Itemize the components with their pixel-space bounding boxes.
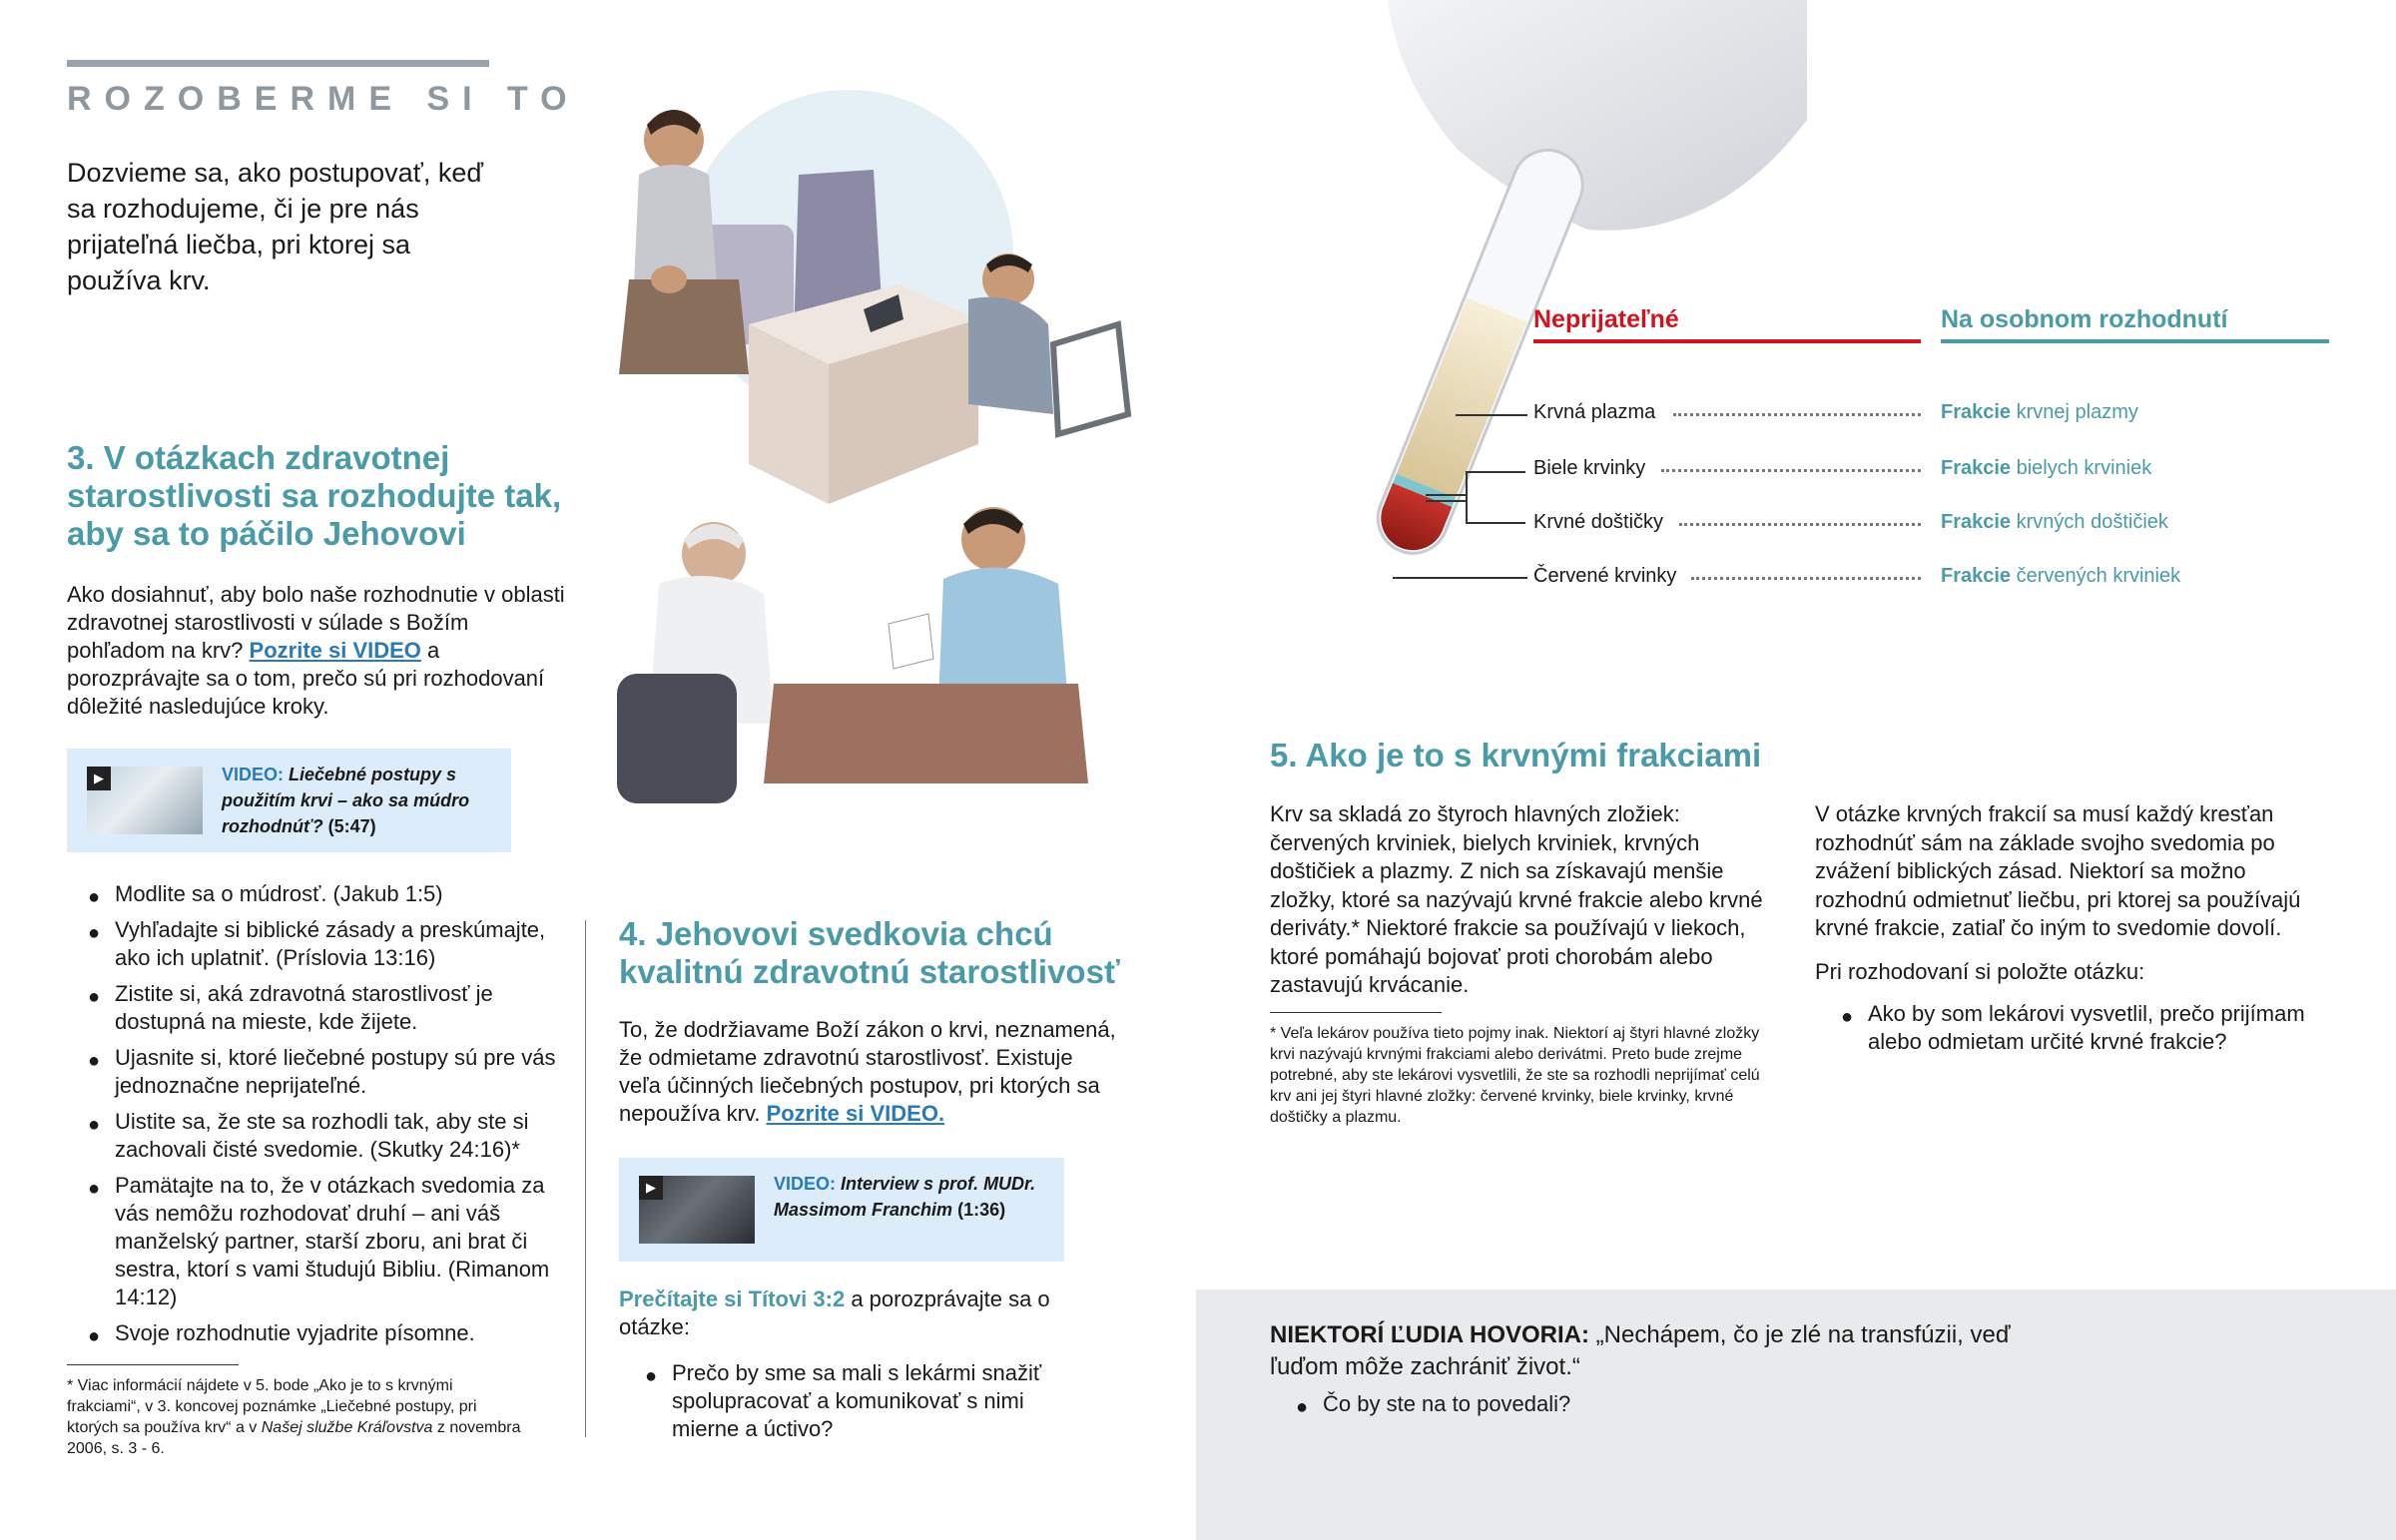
component-platelets: Krvné doštičky	[1533, 511, 1664, 533]
video-card-interview[interactable]	[619, 1158, 1064, 1262]
list-item	[88, 980, 567, 1036]
doctor-patient-figure	[617, 507, 1098, 823]
video-title: Liečebné postupy s použitím krvi – ako sa múdro rozhodnúť?	[222, 765, 470, 836]
leader-line-cells-b	[1426, 500, 1466, 502]
some-say-question-list	[1296, 1390, 1895, 1426]
point4-video-link[interactable]: Pozrite si VIDEO.	[766, 1101, 945, 1126]
point5-footnote: * Veľa lekárov používa tieto pojmy inak. Niektorí aj štyri hlavné zložky krvi nazývajú krvnými frakciami alebo derivátmi. Preto bude zrejme potrebné, aby ste lekárovi vysvetlili, že ste sa rozhodli neprijímať celú krv ani jej štyri hlavné zložky: červené krvinky, biele krvinky, krvné doštičky a plazmu.	[1270, 1025, 1760, 1126]
point5-question-list	[1841, 1000, 2340, 1064]
dot-leader	[1673, 413, 1921, 416]
point3-body-text: Ako dosiahnuť, aby bolo naše rozhodnutie v oblasti zdravotnej starostlivosti v súlade s Božím pohľadom na krv?	[67, 582, 565, 663]
dot-leader	[1691, 577, 1921, 580]
list-item	[88, 1044, 567, 1100]
point5-body-3: Pri rozhodovaní si položte otázku:	[1815, 959, 2145, 984]
leader-line-red	[1393, 577, 1527, 579]
some-say-statement	[1270, 1319, 2069, 1383]
point3-body-text-after: a porozprávajte sa o tom, prečo sú pri rozhodovaní dôležité nasledujúce kroky.	[67, 638, 545, 719]
point5-body-1: Krv sa skladá zo štyroch hlavných zložiek: červených krviniek, bielych krviniek, krvných doštičiek a plazmy. Z nich sa získavajú menšie zložky, ktoré sa nazývajú krvné frakcie alebo krvné deriváty.* Niektoré frakcie sa používajú v liekoch, ktoré pomáhajú bojovať proti chorobám alebo zastavujú krvácanie.	[1270, 801, 1763, 997]
list-item-text: Pamätajte na to, že v otázkach svedomia za vás nemôžu rozhodovať druhí – ani váš manželský partner, starší zboru, ani brat či sestra, ktorí s vami študujú Bibliu. (Rimanom 14:12)	[115, 1173, 550, 1309]
video-caption	[222, 762, 501, 839]
list-item-text: Ako by som lekárovi vysvetlil, prečo prijímam alebo odmietam určité krvné frakcie?	[1868, 1001, 2305, 1054]
fraction-platelets: Frakcie krvných doštičiek	[1941, 511, 2168, 533]
point3-video-link[interactable]: Pozrite si VIDEO	[249, 638, 421, 663]
list-item	[1296, 1390, 1895, 1418]
dot-leader	[1661, 469, 1921, 472]
list-item-text: Modlite sa o múdrosť. (Jakub 1:5)	[115, 881, 443, 906]
footnote-text: * Viac informácií nájdete v 5. bode „Ako je to s krvnými frakciami“, v 3. koncovej poznámke „Liečebné postupy, pri ktorých sa používa krv“ a v	[67, 1377, 477, 1436]
list-item-text: Uistite sa, že ste sa rozhodli tak, aby ste si zachovali čisté svedomie. (Skutky 24:16)*	[115, 1109, 529, 1162]
fraction-plasma: Frakcie krvnej plazmy	[1941, 401, 2138, 423]
point3-body	[67, 581, 566, 721]
test-tube	[1368, 140, 1593, 564]
list-item	[1841, 1000, 2340, 1056]
play-icon[interactable]: ▶	[639, 1176, 663, 1200]
list-item	[88, 880, 567, 908]
leader-line-platelets	[1466, 522, 1525, 524]
footnote-publication: Našej službe Kráľovstva	[261, 1419, 433, 1436]
fraction-white-cells: Frakcie bielych krviniek	[1941, 457, 2152, 479]
leader-line-bracket	[1466, 471, 1468, 523]
list-item	[88, 916, 567, 972]
point5-body-2: V otázke krvných frakcií sa musí každý kresťan rozhodnúť sám na základe svojho svedomia po zvážení biblických zásad. Niektorí sa možno rozhodnú odmietnuť liečbu, pri ktorej sa používajú krvné frakcie, zatiaľ čo iným to svedomie dovolí.	[1815, 801, 2301, 940]
leader-line-white	[1466, 471, 1525, 473]
chart-rule-teal	[1941, 339, 2329, 343]
dot-leader	[1679, 523, 1921, 526]
bullet-icon: ●	[1296, 1396, 1309, 1418]
video-duration: (1:36)	[957, 1200, 1006, 1220]
video-thumbnail[interactable]	[87, 767, 203, 834]
leader-line-cells-a	[1426, 494, 1466, 496]
bullet-icon: ●	[88, 1325, 101, 1347]
chart-rule-red	[1533, 339, 1921, 343]
list-item-text: Ujasnite si, ktoré liečebné postupy sú pre vás jednoznačne neprijateľné.	[115, 1045, 556, 1098]
list-item	[88, 1319, 567, 1347]
point5-heading: 5. Ako je to s krvnými frakciami	[1270, 737, 1762, 773]
footnote-text-end: z novembra 2006, s. 3 - 6.	[67, 1419, 521, 1457]
bullet-icon: ●	[88, 1114, 101, 1136]
section-eyebrow: ROZOBERME SI TO	[67, 80, 580, 118]
point4-body-text: To, že dodržiavame Boží zákon o krvi, neznamená, že odmietame zdravotnú starostlivosť. Existuje veľa účinných liečebných postupov, pri ktorých sa nepoužíva krv.	[619, 1017, 1116, 1126]
bullet-icon: ●	[88, 886, 101, 908]
scripture-link-titus[interactable]: Prečítajte si Títovi 3:2	[619, 1286, 846, 1311]
section-intro: Dozvieme sa, ako postupovať, keď sa rozhodujeme, či je pre nás prijateľná liečba, pri ktorej sa používa krv.	[67, 158, 483, 295]
column-divider	[585, 920, 586, 1437]
point4-reading-text: a porozprávajte sa o otázke:	[619, 1286, 1050, 1339]
list-item	[645, 1359, 1094, 1443]
video-title: Interview s prof. MUDr. Massimom Franchim	[774, 1174, 1036, 1220]
video-label: VIDEO:	[222, 765, 285, 784]
component-red-cells: Červené krvinky	[1533, 565, 1677, 587]
point4-body	[619, 1016, 1118, 1128]
chart-heading-personal-decision: Na osobnom rozhodnutí	[1941, 305, 2228, 333]
list-item-text: Prečo by sme sa mali s lekármi snažiť spolupracovať a komunikovať s nimi mierne a úctivo?	[672, 1360, 1042, 1441]
video-duration: (5:47)	[327, 816, 376, 836]
point4-question-list	[645, 1359, 1094, 1451]
some-say-quote: „Nechápem, čo je zlé na transfúzii, veď ľuďom môže zachrániť život.“	[1270, 1321, 2011, 1380]
point3-steps-list	[88, 880, 567, 1355]
bullet-icon: ●	[88, 922, 101, 944]
list-item-text: Vyhľadajte si biblické zásady a preskúmajte, ako ich uplatniť. (Príslovia 13:16)	[115, 917, 546, 970]
leader-line-plasma	[1456, 414, 1527, 416]
point3-footnote	[67, 1375, 526, 1459]
list-item	[88, 1172, 567, 1311]
point4-heading: 4. Jehovovi svedkovia chcú kvalitnú zdravotnú starostlivosť	[619, 915, 1120, 990]
list-item	[88, 1108, 567, 1164]
bullet-icon: ●	[1841, 1006, 1854, 1028]
footnote-rule	[67, 1364, 239, 1365]
component-plasma: Krvná plazma	[1533, 401, 1656, 423]
gloved-hand	[1388, 0, 1807, 231]
footnote-rule	[1270, 1012, 1442, 1013]
video-card-treatment[interactable]	[67, 749, 511, 852]
play-icon[interactable]: ▶	[87, 767, 111, 790]
bullet-icon: ●	[88, 986, 101, 1008]
bullet-icon: ●	[88, 1178, 101, 1200]
point3-heading: 3. V otázkach zdravotnej starostlivosti sa rozhodujte tak, aby sa to páčilo Jehovovi	[67, 439, 562, 552]
section-top-rule	[67, 60, 489, 67]
illustration-doctor-consultation	[599, 85, 1173, 823]
list-item-text: Zistite si, aká zdravotná starostlivosť je dostupná na mieste, kde žijete.	[115, 981, 493, 1034]
some-say-label: NIEKTORÍ ĽUDIA HOVORIA:	[1270, 1321, 1590, 1348]
video-label: VIDEO:	[774, 1174, 837, 1194]
video-caption	[774, 1171, 1043, 1223]
component-white-cells: Biele krvinky	[1533, 457, 1646, 479]
chart-heading-unacceptable: Neprijateľné	[1533, 305, 1679, 333]
point4-reading	[619, 1285, 1118, 1341]
bullet-icon: ●	[88, 1050, 101, 1072]
list-item-text: Čo by ste na to povedali?	[1323, 1391, 1571, 1416]
video-thumbnail[interactable]	[639, 1176, 755, 1244]
bullet-icon: ●	[645, 1365, 658, 1387]
fraction-red-cells: Frakcie červených krviniek	[1941, 565, 2181, 587]
list-item-text: Svoje rozhodnutie vyjadrite písomne.	[115, 1320, 475, 1345]
